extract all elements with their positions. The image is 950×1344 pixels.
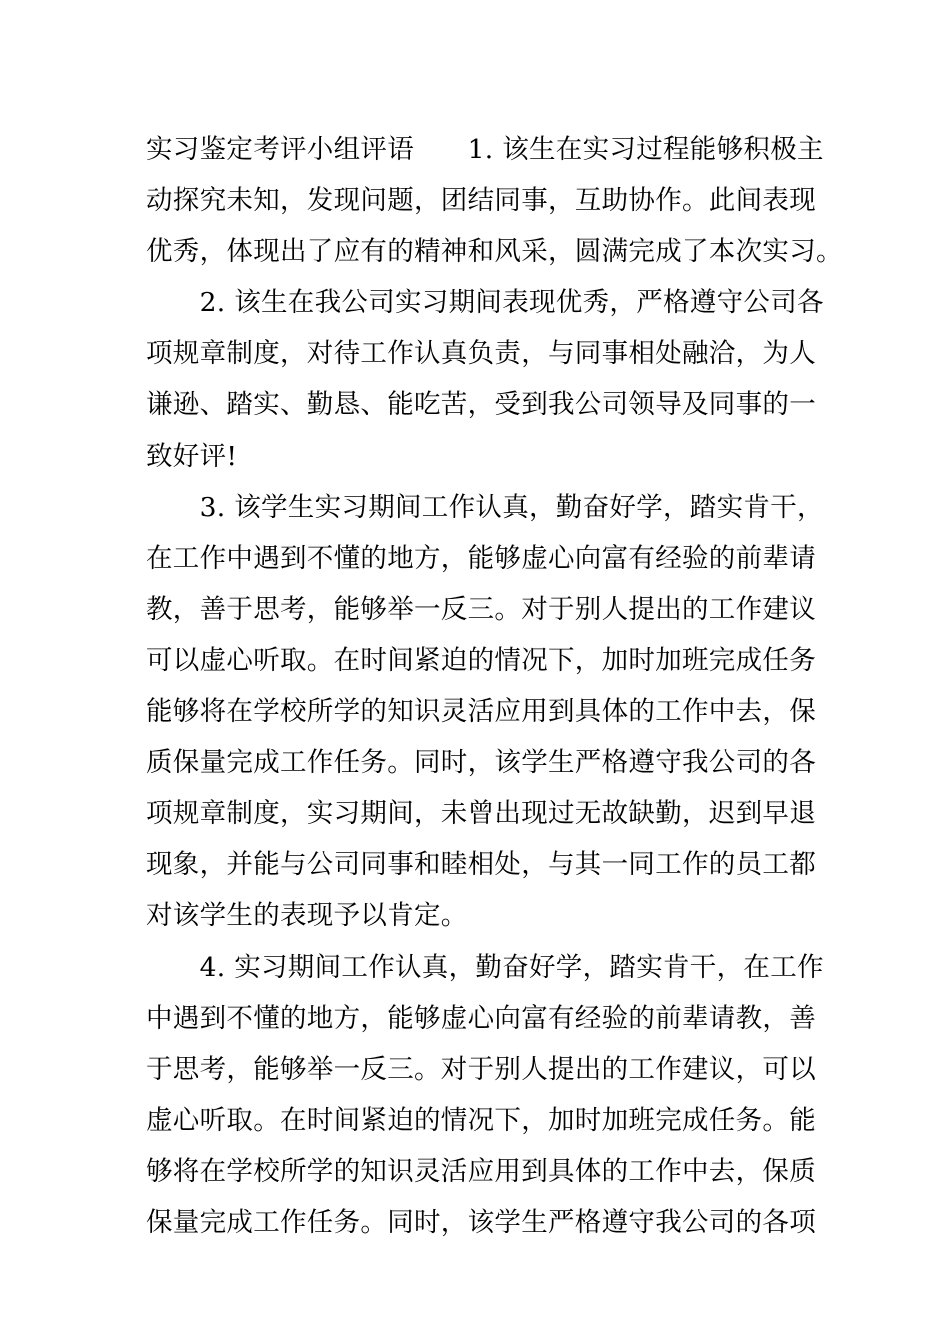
text-line: 教，善于思考，能够举一反三。对于别人提出的工作建议 [146,593,816,625]
text-line: 能够将在学校所学的知识灵活应用到具体的工作中去，保 [146,696,816,728]
text-line: 动探究未知，发现问题，团结同事，互助协作。此间表现 [146,185,816,217]
text-line: 实习鉴定考评小组评语 1. 该生在实习过程能够积极主 [146,134,824,165]
text-line: 于思考，能够举一反三。对于别人提出的工作建议，可以 [146,1053,816,1085]
text-line: 够将在学校所学的知识灵活应用到具体的工作中去，保质 [146,1155,816,1187]
text-line: 2. 该生在我公司实习期间表现优秀，严格遵守公司各 [146,287,824,319]
text-line: 项规章制度，实习期间，未曾出现过无故缺勤，迟到早退 [146,798,816,830]
text-line: 对该学生的表现予以肯定。 [146,900,468,932]
text-line: 项规章制度，对待工作认真负责，与同事相处融洽，为人 [146,338,816,370]
text-line: 现象，并能与公司同事和睦相处，与其一同工作的员工都 [146,849,816,881]
text-line: 优秀，体现出了应有的精神和风采，圆满完成了本次实习。 [146,236,843,268]
text-line: 质保量完成工作任务。同时，该学生严格遵守我公司的各 [146,747,816,779]
text-line: 致好评! [146,440,238,472]
text-line: 4. 实习期间工作认真，勤奋好学，踏实肯干，在工作 [146,951,824,983]
text-line: 可以虚心听取。在时间紧迫的情况下，加时加班完成任务 [146,644,816,676]
text-line: 保量完成工作任务。同时，该学生严格遵守我公司的各项 [146,1206,816,1238]
text-line: 中遇到不懂的地方，能够虚心向富有经验的前辈请教，善 [146,1002,816,1034]
text-line: 3. 该学生实习期间工作认真，勤奋好学，踏实肯干， [146,491,824,523]
text-line: 在工作中遇到不懂的地方，能够虚心向富有经验的前辈请 [146,542,816,574]
text-line: 谦逊、踏实、勤恳、能吃苦，受到我公司领导及同事的一 [146,389,816,421]
document-body [146,124,843,1248]
text-line: 虚心听取。在时间紧迫的情况下，加时加班完成任务。能 [146,1104,816,1136]
